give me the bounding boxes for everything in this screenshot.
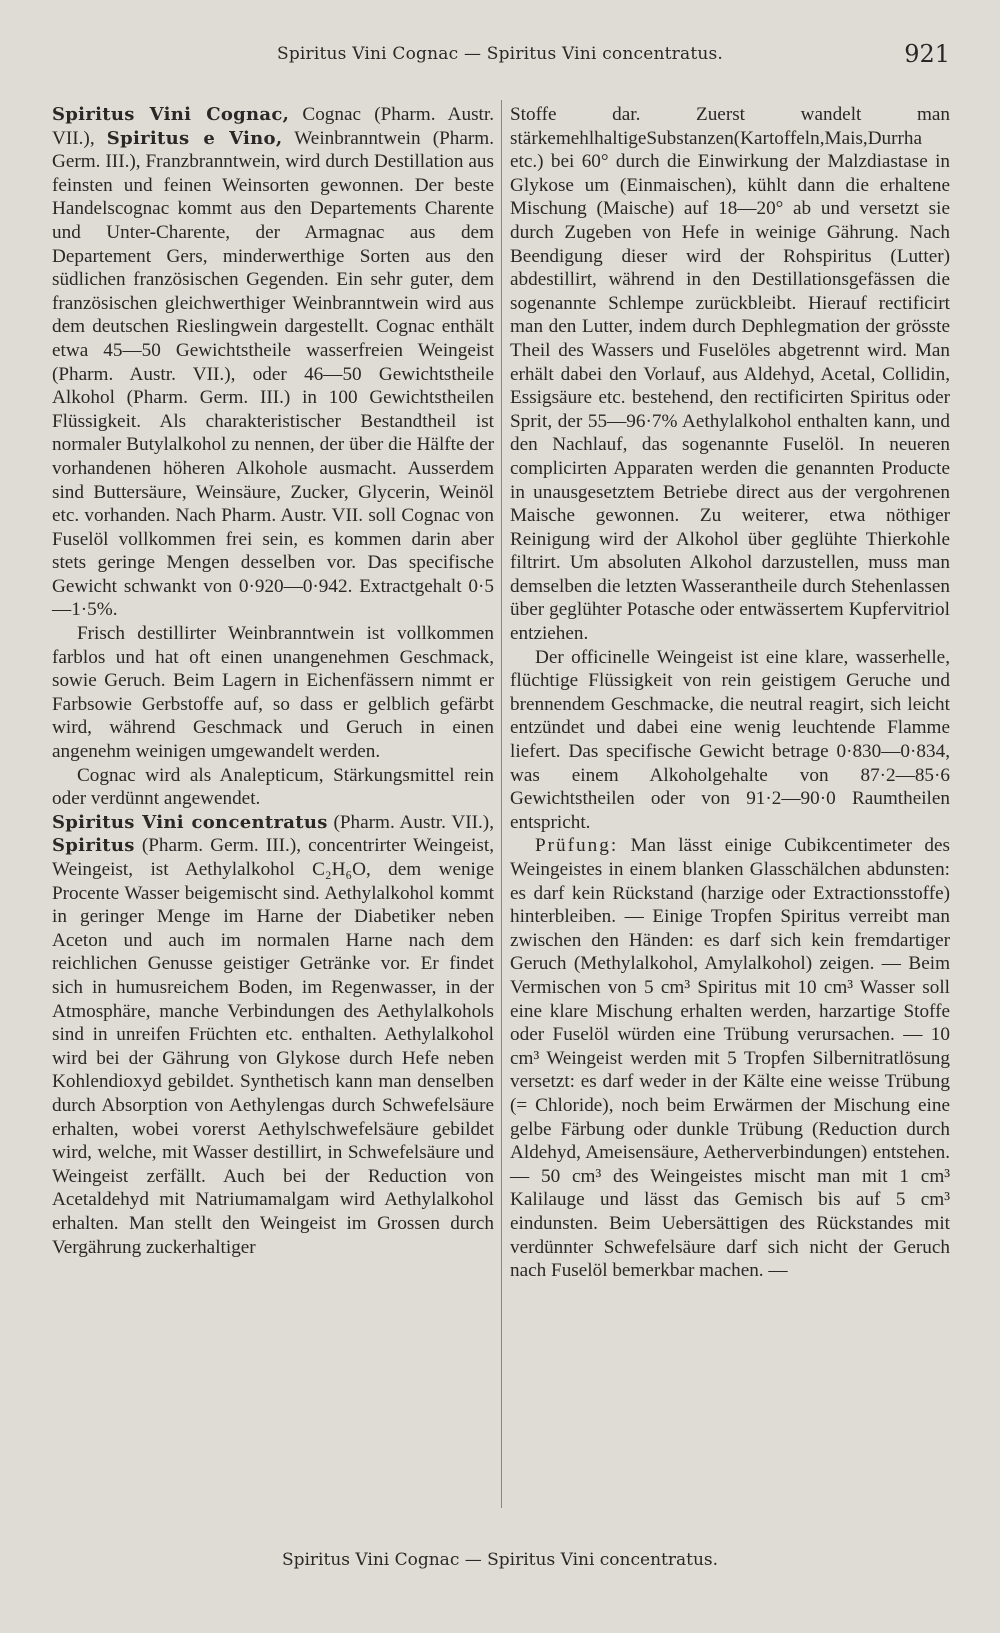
left-column [52,103,494,1259]
running-foot: Spiritus Vini Cognac — Spiritus Vini concentratus. [281,1550,719,1570]
entry-heading: Spiritus Vini Cognac, [52,104,290,125]
entry-text: (Pharm. Germ. III.), concentrirter Weingeist, Weingeist, ist Aethylalkohol C₂H₆O, dem wenige Procente Wasser beigemischt sind. Aethylalkohol kommt in geringer Menge im Harne der Diabetiker neben Aceton und auch im normalen Harne nach dem reichlichen Genusse geistiger Getränke vor. Er findet sich in humusreichem Boden, im Regenwasser, in der Atmosphäre, manche Verbindungen des Aethylalkohols sind in unreifen Früchten etc. enthalten. Aethylalkohol wird bei der Gährung von Glykose durch Hefe neben Kohlendioxyd gebildet. Synthetisch kann man denselben durch Absorption von Aethylengas durch Schwefelsäure erhalten, wobei vorerst Aethylschwefelsäure gebildet wird, welche, mit Wasser destillirt, in Schwefelsäure und Weingeist zerfällt. Auch bei der Reduction von Acetaldehyd mit Natriumamalgam wird Aethylalkohol erhalten. Man stellt den Weingeist im Grossen durch Vergährung zuckerhaltiger [52,835,494,1258]
entry-text: (Pharm. Austr. VII.), [327,811,494,833]
pruefung-label: Prüfung: [535,835,619,857]
paragraph: Frisch destillirter Weinbranntwein ist vollkommen farblos und hat oft einen unangenehmen Geschmack, sowie Geruch. Beim Lagern in Eichenfässern nimmt er Farbsowie Gerbstoffe auf, so dass er gelblich gefärbt wird, während Geschmack und Geruch in einen angenehm weinigen umgewandelt werden. [52,623,494,763]
entry-cognac [52,103,494,622]
entry-text: Weinbranntwein (Pharm. Germ. III.), Franzbranntwein, wird durch Destillation aus feinsten und feinen Weinsorten gewonnen. Der beste Handelscognac kommt aus den Departements Charente und Unter-Charente, der Armagnac aus dem Departement Gers, minderwerthige Sorten aus den südlichen französischen Gegenden. Ein sehr guter, dem französischen gleichwerthiger Weinbranntwein wird aus dem deutschen Rieslingwein dargestellt. Cognac enthält etwa 45—50 Gewichtstheile wasserfreien Weingeist (Pharm. Austr. VII.), oder 46—50 Gewichtstheile Alkohol (Pharm. Germ. III.) in 100 Gewichtstheilen Flüssigkeit. Als charakteristischer Bestandtheil ist normaler Butylalkohol zu nennen, der über die Hälfte der vorhandenen höheren Alkohole ausmacht. Ausserdem sind Buttersäure, Weinsäure, Zucker, Glycerin, Weinöl etc. vorhanden. Nach Pharm. Austr. VII. soll Cognac von Fuselöl vollkommen frei sein, es kommen darin aber stets geringe Mengen desselben vor. Das specifische Gewicht schwankt von 0·920—0·942. Extractgehalt 0·5—1·5%. [52,127,494,621]
pruefung-text: Man lässt einige Cubikcentimeter des Weingeistes in einem blanken Glasschälchen abdunsten: es darf kein Rückstand (harzige oder Extractionsstoffe) hinterbleiben. — Einige Tropfen Spiritus verreibt man zwischen den Händen: es darf sich kein fremdartiger Geruch (Methylalkohol, Amylalkohol) zeigen. — Beim Vermischen von 5 cm³ Spiritus mit 10 cm³ Wasser soll eine klare Mischung erhalten werden, harzartige Stoffe oder Fuselöl würden eine Trübung verursachen. — 10 cm³ Weingeist werden mit 5 Tropfen Silbernitratlösung versetzt: es darf weder in der Kälte eine weisse Trübung (= Chloride), noch beim Erwärmen der Mischung eine gelbe Färbung oder dunkle Trübung (Reduction durch Aldehyd, Ameisensäure, Aetherverbindungen) entstehen. — 50 cm³ des Weingeistes mischt man mit 1 cm³ Kalilauge und lässt das Gemisch bis auf 5 cm³ eindunsten. Beim Uebersättigen des Rückstandes mit verdünnter Schwefelsäure darf sich nicht der Geruch nach Fuselöl bemerkbar machen. — [510,835,950,1282]
running-head: Spiritus Vini Cognac — Spiritus Vini concentratus. [276,44,724,64]
right-column [510,103,950,1283]
column-divider [501,100,502,1508]
paragraph: Stoffe dar. Zuerst wandelt man stärkemehlhaltigeSubstanzen(Kartoffeln,Mais,Durrha etc.) bei 60° durch die Einwirkung der Malzdiastase in Glykose um (Einmaischen), kühlt dann die erhaltene Mischung (Maische) auf 18—20° ab und versetzt sie durch Zugeben von Hefe in weinige Gährung. Nach Beendigung dieser wird der Rohspiritus (Lutter) abdestillirt, während in den Destillationsgefässen die sogenannte Schlempe zurückbleibt. Hierauf rectificirt man den Lutter, indem durch Dephlegmation der grösste Theil des Wassers und Fuselöles abgetrennt wird. Man erhält dabei den Vorlauf, aus Aldehyd, Acetal, Collidin, Essigsäure etc. bestehend, den rectificirten Spiritus oder Sprit, der 55—96·7% Aethylalkohol enthalten kann, und den Nachlauf, das sogenannte Fuselöl. In neueren complicirten Apparaten werden die genannten Producte in unausgesetztem Betriebe direct aus der vergohrenen Maische gewonnen. Zu weiterer, etwa nöthiger Reinigung wird der Alkohol über geglühte Thierkohle filtrirt. Um absoluten Alkohol darzustellen, muss man demselben die letzten Wasserantheile durch Stehenlassen über geglühter Potasche oder entwässertem Kupfervitriol entziehen. [510,104,950,645]
entry-heading: Spiritus Vini concentratus [52,811,328,833]
paragraph: Der officinelle Weingeist ist eine klare, wasserhelle, flüchtige Flüssigkeit von rein geistigem Geruche und brennendem Geschmacke, die neutral reagirt, sich leicht entzündet und dabei eine wenig leuchtende Flamme liefert. Das specifische Gewicht betrage 0·830—0·834, was einem Alkoholgehalte von 87·2—85·6 Gewichtstheilen oder von 91·2—90·0 Raumtheilen entspricht. [510,646,950,833]
paragraph: Cognac wird als Analepticum, Stärkungsmittel rein oder verdünnt angewendet. [52,764,494,810]
entry-heading: Spiritus e Vino, [106,127,283,149]
entry-text: Cognac (Pharm. Austr. VII.), [52,104,495,149]
page-number: 921 [904,40,950,68]
paragraph-pruefung [510,834,950,1282]
entry-heading: Spiritus [52,835,135,857]
entry-concentratus [52,811,494,1259]
